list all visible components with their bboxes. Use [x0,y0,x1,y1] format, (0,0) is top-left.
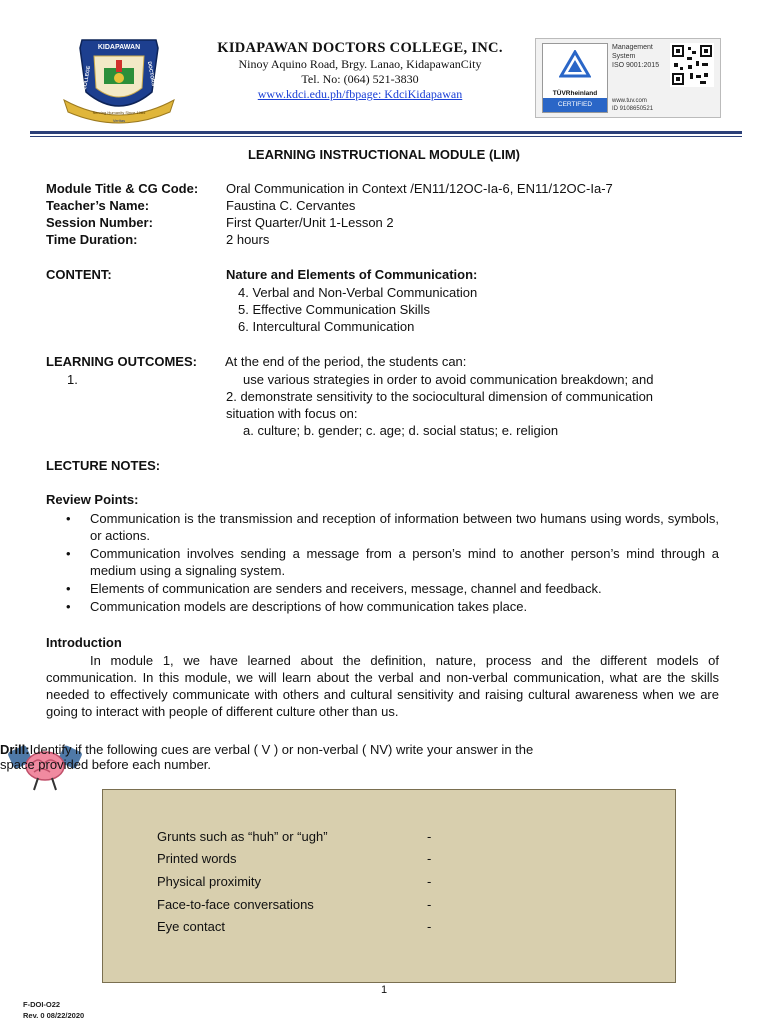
tuv-brand: TÜVRheinland [552,90,598,97]
cert-line-2: System [612,53,636,60]
content-heading: Nature and Elements of Communication: [226,267,478,282]
drill-label-text: Drill: [0,742,30,757]
cue-item: Eye contact [157,919,225,934]
answer-blank[interactable]: - [427,829,432,844]
website-link[interactable]: www.kdci.edu.ph/fbpage: KdciKidapawan [257,87,463,101]
cert-url: www.tuv.com [612,98,647,104]
drill-instruction: Identify if the following cues are verbal ( V ) or non-verbal ( NV) write your answer in the [29,742,534,757]
logo-right-text: DOCTORS [145,61,157,87]
page-number: 1 [380,984,388,996]
cert-line-3: ISO 9001:2015 [612,62,660,69]
outcome-number-1: 1. [67,372,78,387]
answer-blank[interactable]: - [427,874,432,889]
tuv-badge [542,43,608,113]
review-point: Elements of communication are senders and receivers, message, channel and feedback. [90,581,602,596]
drill-instruction-cont: space provided before each number. [0,757,212,772]
bullet-icon: • [66,511,71,526]
college-address [200,57,520,87]
info-value-teacher: Faustina C. Cervantes [226,198,356,213]
logo-left-text: COLLEGE [81,65,93,91]
outcomes-label: LEARNING OUTCOMES: [46,354,197,369]
content-item: 5. Effective Communication Skills [238,302,430,317]
footer-code: F-DOI-O22 [23,1000,61,1009]
review-point: Communication is the transmission and reception of information between two humans using words, symbols, or actions. [90,511,719,543]
introduction-text: In module 1, we have learned about the definition, nature, process and the different models of communication. In this module, we will learn about the verbal and non-verbal communication, what are the skills needed to effectively communicate with others and cultural sensitivity and raising cultural awareness when we are going to interact with people of different culture other than us. [46,653,719,719]
outcome-item-2: 2. demonstrate sensitivity to the sociocultural dimension of communication [226,389,654,404]
qr-code-icon [670,43,714,87]
review-points-heading: Review Points: [46,492,139,507]
introduction-heading: Introduction [46,635,122,650]
bullet-icon: • [66,546,71,561]
logo-top-text: KIDAPAWAN [97,44,141,51]
cert-line-1: Management [612,44,653,51]
cue-item: Physical proximity [157,874,262,889]
tel-line: Tel. No: (064) 521-3830 [301,72,419,86]
header-rule-thin [30,136,742,137]
outcomes-intro: At the end of the period, the students can: [225,354,467,369]
outcome-item-2-sub: a. culture; b. gender; c. age; d. social status; e. religion [243,423,559,438]
info-label-duration: Time Duration: [46,232,138,247]
outcome-item-1: use various strategies in order to avoid communication breakdown; and [243,372,654,387]
iso-certification-badge [535,38,721,118]
info-label-teacher: Teacher’s Name: [46,198,150,213]
address-line: Ninoy Aquino Road, Brgy. Lanao, KidapawanCity [238,57,482,71]
footer-revision: Rev. 0 08/22/2020 [23,1011,85,1020]
answer-blank[interactable]: - [427,919,432,934]
review-point: Communication models are descriptions of how communication takes place. [90,599,528,614]
answer-blank[interactable]: - [427,851,432,866]
cue-item: Face-to-face conversations [157,897,314,912]
document-title: LEARNING INSTRUCTIONAL MODULE (LIM) [247,147,521,162]
bullet-icon: • [66,581,71,596]
college-name: KIDAPAWAN DOCTORS COLLEGE, INC. [217,40,503,56]
info-value-duration: 2 hours [226,232,270,247]
answer-blank[interactable]: - [427,897,432,912]
bullet-icon: • [66,599,71,614]
college-logo [60,34,178,126]
review-point: Communication involves sending a message from a person’s mind to another person’s mind through a medium using a signaling system. [90,546,719,578]
cert-id: ID 9108650521 [612,106,654,112]
content-item: 6. Intercultural Communication [238,319,415,334]
outcome-item-2-cont: situation with focus on: [226,406,358,421]
info-value-session: First Quarter/Unit 1-Lesson 2 [226,215,394,230]
cert-reference [612,97,653,113]
cue-item: Grunts such as “huh” or “ugh” [157,829,328,844]
content-item: 4. Verbal and Non-Verbal Communication [238,285,478,300]
logo-motto-text: Veritas [112,118,126,123]
lecture-notes-heading: LECTURE NOTES: [46,458,161,473]
info-label-module: Module Title & CG Code: [46,181,199,196]
content-label: CONTENT: [46,267,112,282]
tuv-triangle-icon [559,50,591,78]
cert-description [612,43,659,70]
cue-item: Printed words [157,851,237,866]
logo-ribbon-text: Serving Humanity Since 1985 [92,110,146,115]
info-label-session: Session Number: [46,215,153,230]
header-rule-thick [30,131,742,134]
certified-label: CERTIFIED [543,98,607,112]
info-value-module: Oral Communication in Context /EN11/12OC-Ia-6, EN11/12OC-Ia-7 [226,181,613,196]
